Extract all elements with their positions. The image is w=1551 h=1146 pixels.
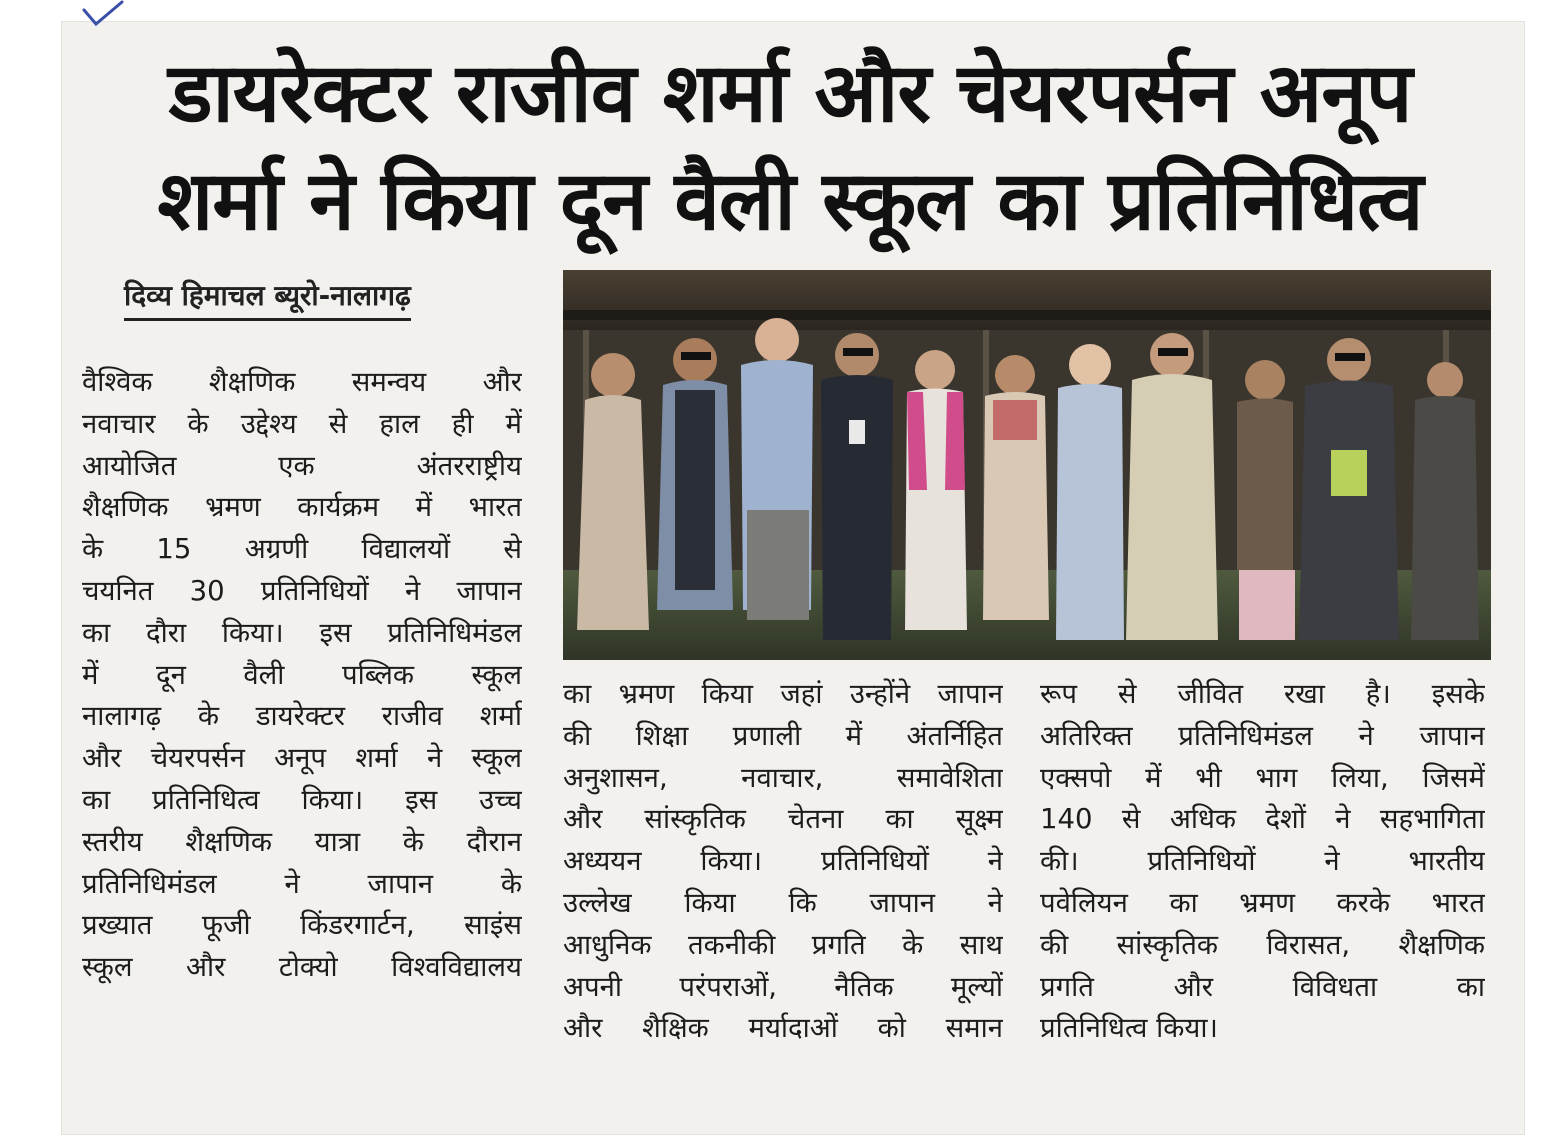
article-column-1	[82, 362, 522, 989]
article-line: उल्लेख किया कि जापान ने	[563, 886, 1003, 919]
article-line: प्रख्यात फूजी किंडरगार्टन, साइंस	[82, 909, 522, 942]
article-line: रूप से जीवित रखा है। इसके	[1040, 678, 1485, 710]
article-line: का प्रतिनिधित्व किया। इस उच्च	[82, 783, 522, 816]
article-line: आधुनिक तकनीकी प्रगति के साथ	[563, 928, 1003, 961]
article-line: की सांस्कृतिक विरासत, शैक्षणिक	[1040, 928, 1485, 961]
checkmark-icon	[78, 0, 126, 30]
article-line: स्तरीय शैक्षणिक यात्रा के दौरान	[82, 825, 522, 858]
article-column-2	[563, 674, 1003, 1050]
article-line: 140 से अधिक देशों ने सहभागिता	[1040, 803, 1485, 836]
article-line: प्रतिनिधित्व किया।	[1040, 1012, 1218, 1045]
article-line: आयोजित एक अंतरराष्ट्रीय	[82, 449, 522, 482]
article-line: अपनी परंपराओं, नैतिक मूल्यों	[563, 970, 1003, 1003]
article-line: अनुशासन, नवाचार, समावेशिता	[563, 761, 1003, 794]
group-photo	[563, 270, 1491, 660]
headline-line-2: शर्मा ने किया दून वैली स्कूल का प्रतिनिधित्व	[157, 154, 1423, 249]
article-line: पवेलियन का भ्रमण करके भारत	[1040, 886, 1485, 919]
article-line: और चेयरपर्सन अनूप शर्मा ने स्कूल	[82, 742, 522, 775]
article-line: नालागढ़ के डायरेक्टर राजीव शर्मा	[82, 700, 522, 733]
article-line: और शैक्षिक मर्यादाओं को समान	[563, 1012, 1003, 1045]
headline-line-1: डायरेक्टर राजीव शर्मा और चेयरपर्सन अनूप	[168, 46, 1412, 141]
group-photo-image	[563, 270, 1491, 660]
article-line: अतिरिक्त प्रतिनिधिमंडल ने जापान	[1040, 719, 1485, 752]
article-line: का दौरा किया। इस प्रतिनिधिमंडल	[82, 616, 522, 649]
article-line: की शिक्षा प्रणाली में अंतर्निहित	[563, 719, 1003, 752]
headline	[70, 40, 1510, 256]
article-line: एक्सपो में भी भाग लिया, जिसमें	[1040, 761, 1485, 794]
article-line: में दून वैली पब्लिक स्कूल	[82, 658, 522, 691]
article-line: के 15 अग्रणी विद्यालयों से	[82, 533, 522, 566]
byline: दिव्य हिमाचल ब्यूरो-नालागढ़	[124, 276, 411, 321]
article-line: प्रतिनिधिमंडल ने जापान के	[82, 867, 522, 900]
article-line: नवाचार के उद्देश्य से हाल ही में	[82, 407, 522, 440]
article-line: प्रगति और विविधता का	[1040, 970, 1485, 1003]
article-column-3	[1040, 674, 1485, 1050]
article-line: वैश्विक शैक्षणिक समन्वय और	[82, 366, 522, 398]
article-line: अध्ययन किया। प्रतिनिधियों ने	[563, 845, 1003, 878]
article-line: का भ्रमण किया जहां उन्होंने जापान	[563, 678, 1003, 710]
article-line: शैक्षणिक भ्रमण कार्यक्रम में भारत	[82, 491, 522, 524]
article-line: और सांस्कृतिक चेतना का सूक्ष्म	[563, 803, 1003, 836]
article-line: स्कूल और टोक्यो विश्वविद्यालय	[82, 951, 522, 984]
article-line: चयनित 30 प्रतिनिधियों ने जापान	[82, 574, 522, 607]
article-line: की। प्रतिनिधियों ने भारतीय	[1040, 845, 1485, 878]
